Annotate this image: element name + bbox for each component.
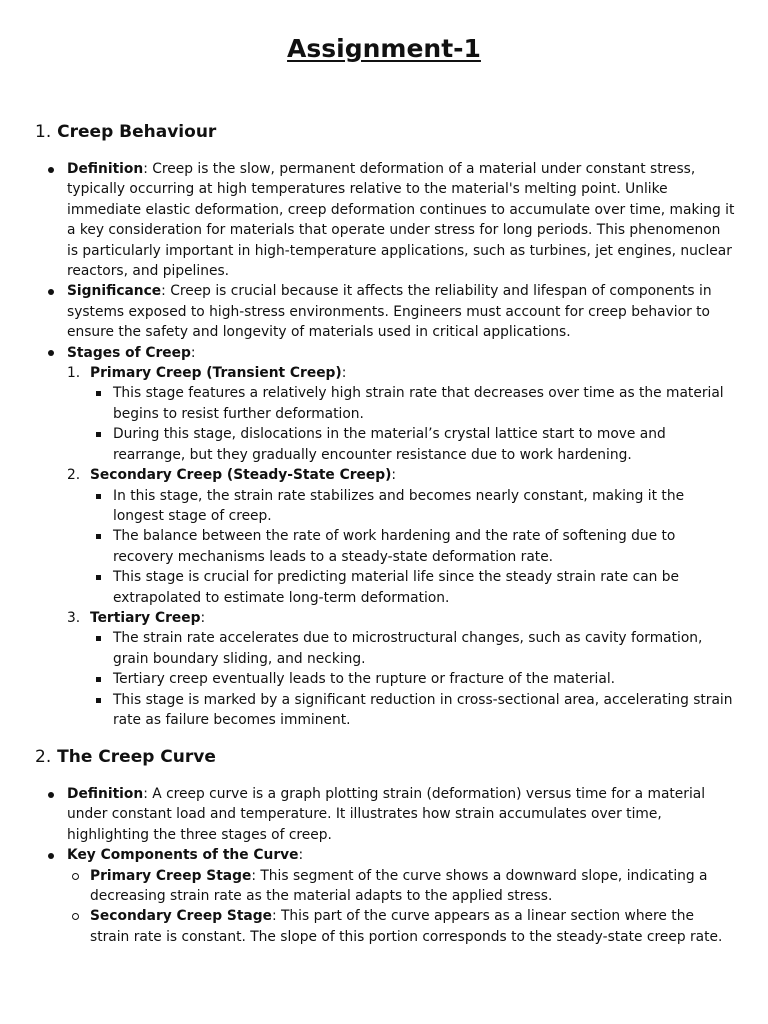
component-text: : This segment of the curve shows a downward slope, indicating a decreasing strain rate as the material adapts to the applied stress.: [90, 867, 708, 905]
square-bullet-icon: [96, 534, 101, 539]
square-bullet-icon: [96, 698, 101, 703]
section-creep-behaviour: [35, 120, 735, 730]
item-label: Key Components of the Curve: [67, 847, 299, 864]
bullet-list: [35, 784, 735, 947]
square-bullet-icon: [96, 575, 101, 580]
section-heading: [35, 745, 735, 769]
section-heading: [35, 120, 735, 144]
bullet-icon: [48, 289, 54, 295]
item-suffix: :: [298, 847, 304, 864]
stage-label: Primary Creep (Transient Creep): [90, 365, 342, 382]
stage-point: [90, 669, 735, 689]
stage-point: [90, 690, 735, 731]
point-text: The strain rate accelerates due to microstructural changes, such as cavity formation, grain boundary sliding, and necking.: [113, 630, 703, 667]
point-text: This stage is crucial for predicting material life since the steady strain rate can be extrapolated to estimate long-term deformation.: [113, 569, 680, 606]
bullet-icon: [48, 350, 54, 356]
square-bullet-icon: [96, 494, 101, 499]
stage-item: [67, 363, 735, 465]
list-item-definition: [35, 159, 735, 281]
stage-label: Secondary Creep (Steady-State Creep): [90, 467, 392, 484]
square-bullet-icon: [96, 391, 101, 396]
item-text: : A creep curve is a graph plotting strain (deformation) versus time for a material under constant load and temperature. It illustrates how strain accumulates over time, highlighting the three stages of creep.: [67, 786, 706, 843]
stage-suffix: :: [341, 365, 347, 382]
stage-points: [90, 486, 735, 608]
point-text: During this stage, dislocations in the material’s crystal lattice start to move and rearrange, but they gradually encounter resistance due to work hardening.: [113, 426, 666, 463]
stage-point: [90, 383, 735, 424]
item-suffix: :: [190, 344, 196, 361]
list-item-definition: [35, 784, 735, 845]
item-label: Definition: [67, 786, 144, 802]
item-label: Significance: [67, 283, 162, 300]
section-number: 1.: [35, 122, 52, 142]
list-item-components: [35, 845, 735, 947]
component-label: Primary Creep Stage: [90, 867, 252, 884]
square-bullet-icon: [96, 432, 101, 437]
document-title: Assignment-1: [287, 34, 481, 63]
circle-bullet-icon: [72, 873, 79, 880]
square-bullet-icon: [96, 636, 101, 641]
point-text: The balance between the rate of work hardening and the rate of softening due to recovery mechanisms leads to a steady-state deformation rate.: [113, 528, 676, 565]
stage-suffix: :: [391, 467, 397, 484]
stage-points: [90, 628, 735, 730]
stage-number: 3.: [67, 609, 81, 626]
stage-suffix: :: [200, 609, 206, 626]
stage-points: [90, 383, 735, 465]
stage-point: [90, 424, 735, 465]
section-creep-curve: [35, 745, 735, 947]
bullet-icon: [48, 853, 54, 859]
stage-label: Tertiary Creep: [90, 609, 201, 626]
stages-list: [67, 363, 735, 730]
stage-number: 2.: [67, 467, 81, 484]
stage-number: 1.: [67, 365, 81, 382]
component-label: Secondary Creep Stage: [90, 908, 272, 925]
stage-item: [67, 465, 735, 608]
section-title: The Creep Curve: [57, 747, 216, 767]
list-item-stages: [35, 343, 735, 731]
bullet-icon: [48, 167, 54, 173]
point-text: This stage is marked by a significant reduction in cross-sectional area, accelerating strain rate as failure becomes imminent.: [113, 691, 733, 728]
section-number: 2.: [35, 747, 52, 767]
item-text: : Creep is the slow, permanent deformation of a material under constant stress, typically occurring at high temperatures relative to the material's melting point. Unlike immediate elastic deformation, creep deformation continues to accumulate over time, making it a key consideration for materials that operate under stress for long periods. This phenomenon is particularly important in high-temperature applications, such as turbines, jet engines, nuclear reactors, and pipelines.: [67, 161, 735, 280]
stage-point: [90, 628, 735, 669]
stage-point: [90, 567, 735, 608]
stage-item: [67, 608, 735, 730]
item-label: Definition: [67, 161, 144, 177]
point-text: This stage features a relatively high strain rate that decreases over time as the material begins to resist further deformation.: [113, 385, 724, 422]
section-title: Creep Behaviour: [57, 122, 217, 142]
point-text: In this stage, the strain rate stabilizes and becomes nearly constant, making it the longest stage of creep.: [113, 487, 685, 524]
square-bullet-icon: [96, 677, 101, 682]
component-item: [67, 906, 735, 947]
component-item: [67, 866, 735, 907]
item-text: : Creep is crucial because it affects the reliability and lifespan of components in systems exposed to high-stress environments. Engineers must account for creep behavior to ensure the safety and longevity of materials used in critical applications.: [67, 283, 712, 341]
components-list: [67, 866, 735, 948]
item-label: Stages of Creep: [67, 344, 191, 361]
bullet-icon: [48, 792, 54, 798]
stage-point: [90, 486, 735, 527]
stage-point: [90, 526, 735, 567]
component-text: : This part of the curve appears as a linear section where the strain rate is constant. The slope of this portion corresponds to the steady-state creep rate.: [90, 908, 723, 945]
bullet-list: [35, 159, 735, 730]
list-item-significance: [35, 281, 735, 342]
point-text: Tertiary creep eventually leads to the rupture or fracture of the material.: [113, 671, 616, 688]
circle-bullet-icon: [72, 913, 79, 920]
